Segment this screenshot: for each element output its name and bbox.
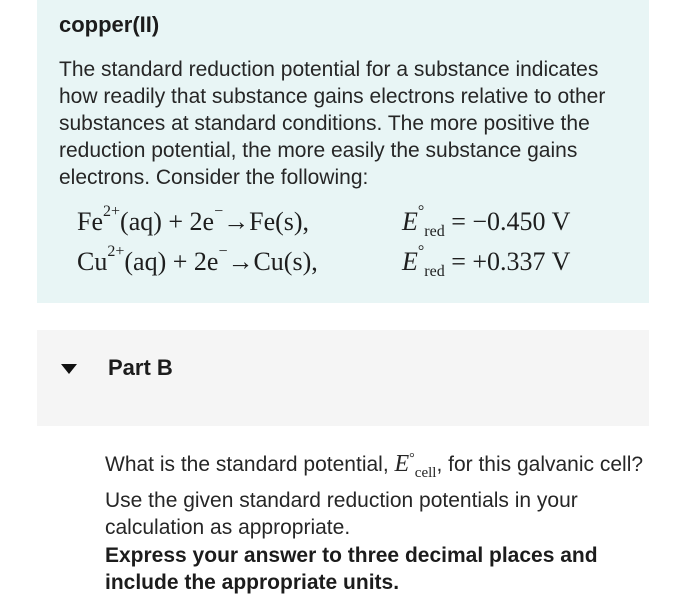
intro-text: The standard reduction potential for a substance indicates how readily that substance gains electrons relative to other substances at standard conditions. The more positive the reduction potential, the more easily the substance gains electrons. Consider the following: (59, 58, 606, 189)
equation-reaction: $Fe^{2+}(aq) + 2e^-\to Fe(s)$, (77, 203, 310, 236)
question-text: What is the standard potential, $E^\circ_{cell}$, for this galvanic cell? Use the given standard reduction potentials in your calculation as appropriate. (105, 451, 644, 539)
intro-title: copper(II) (59, 12, 160, 37)
equation-potential: $E^\circ_{red} = -0.450$ V (402, 203, 571, 241)
equation-iron (37, 203, 649, 245)
answer-instruction: Express your answer to three decimal places and include the appropriate units. (105, 544, 598, 594)
equation-reaction: $Cu^{2+}(aq) + 2e^-\to Cu(s)$, (77, 243, 318, 276)
part-b-header[interactable] (37, 330, 649, 426)
part-label[interactable]: Part B (108, 355, 173, 380)
equation-copper (37, 243, 649, 285)
e-cell-symbol: $E^\circ_{cell}$ (394, 451, 437, 481)
intro-panel (37, 0, 649, 303)
equation-potential: $E^\circ_{red} = +0.337$ V (402, 243, 571, 281)
caret-down-icon[interactable] (61, 364, 77, 374)
